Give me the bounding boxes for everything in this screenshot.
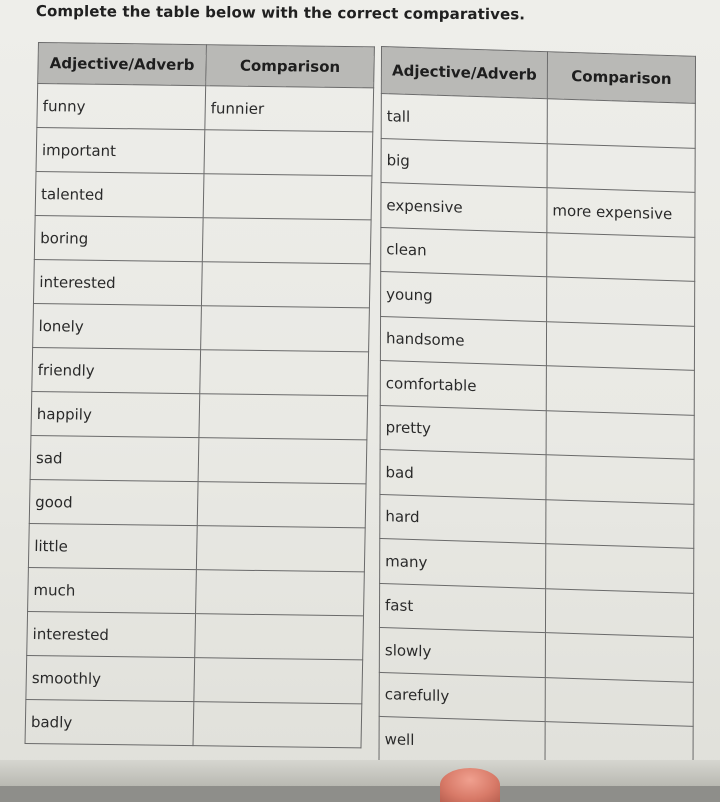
table-row bbox=[34, 215, 371, 263]
adjective-cell: badly bbox=[25, 699, 194, 745]
table-row bbox=[35, 171, 372, 219]
finger-tip bbox=[440, 768, 500, 802]
adjective-cell: young bbox=[381, 271, 547, 321]
comparison-answer-cell[interactable] bbox=[193, 702, 362, 748]
comparison-answer-cell[interactable] bbox=[196, 570, 365, 616]
table-row bbox=[32, 347, 369, 395]
adjective-cell: interested bbox=[27, 611, 196, 657]
comparison-answer-cell[interactable] bbox=[196, 526, 365, 572]
table-row bbox=[26, 655, 363, 703]
header-adjective: Adjective/Adverb bbox=[38, 43, 207, 86]
comparison-answer-cell[interactable] bbox=[202, 218, 371, 264]
table-row bbox=[30, 435, 367, 483]
comparison-answer-cell[interactable] bbox=[194, 658, 363, 704]
adjective-cell: pretty bbox=[380, 405, 546, 455]
adjective-cell: important bbox=[36, 128, 205, 174]
comparison-answer-cell[interactable] bbox=[546, 366, 694, 415]
table-row bbox=[33, 303, 370, 351]
comparison-answer-cell[interactable] bbox=[200, 350, 369, 396]
comparatives-table-left bbox=[25, 42, 375, 748]
table-row bbox=[33, 259, 370, 307]
adjective-cell: lonely bbox=[33, 303, 202, 349]
comparison-answer-cell[interactable] bbox=[546, 455, 694, 504]
adjective-cell: little bbox=[28, 523, 197, 569]
table-row bbox=[36, 128, 373, 176]
comparison-answer-cell[interactable] bbox=[546, 321, 694, 370]
comparison-answer-cell[interactable] bbox=[547, 143, 695, 192]
adjective-cell: much bbox=[28, 567, 197, 613]
comparison-answer-cell[interactable] bbox=[545, 588, 693, 637]
adjective-cell: talented bbox=[35, 171, 204, 217]
comparison-answer-cell[interactable] bbox=[203, 174, 372, 220]
adjective-cell: smoothly bbox=[26, 655, 195, 701]
table-row bbox=[28, 523, 365, 571]
comparison-answer-cell[interactable] bbox=[201, 306, 370, 352]
adjective-cell: friendly bbox=[32, 347, 201, 393]
table-row bbox=[29, 479, 366, 527]
comparison-answer-cell[interactable] bbox=[199, 394, 368, 440]
adjective-cell: good bbox=[29, 479, 198, 525]
table-header-row bbox=[38, 43, 375, 88]
comparison-answer-cell[interactable]: more expensive bbox=[547, 188, 695, 237]
table-row bbox=[27, 611, 364, 659]
comparison-answer-cell[interactable] bbox=[546, 499, 694, 548]
adjective-cell: bad bbox=[380, 449, 546, 499]
adjective-cell: expensive bbox=[381, 183, 547, 233]
adjective-cell: well bbox=[379, 716, 545, 766]
adjective-cell: many bbox=[380, 538, 546, 588]
adjective-cell: funny bbox=[37, 84, 206, 130]
header-comparison: Comparison bbox=[206, 45, 375, 88]
comparison-answer-cell[interactable] bbox=[204, 130, 373, 176]
adjective-cell: big bbox=[381, 138, 547, 188]
comparison-answer-cell[interactable] bbox=[545, 633, 693, 682]
adjective-cell: happily bbox=[31, 391, 200, 437]
comparison-answer-cell[interactable] bbox=[547, 99, 695, 148]
table-row bbox=[37, 84, 374, 132]
header-comparison: Comparison bbox=[547, 52, 695, 104]
comparison-answer-cell[interactable] bbox=[201, 262, 370, 308]
adjective-cell: hard bbox=[380, 494, 546, 544]
comparison-answer-cell[interactable] bbox=[198, 438, 367, 484]
adjective-cell: clean bbox=[381, 227, 547, 277]
table-row bbox=[25, 699, 362, 747]
comparison-answer-cell[interactable] bbox=[546, 544, 694, 593]
header-adjective: Adjective/Adverb bbox=[381, 47, 547, 99]
table-row bbox=[28, 567, 365, 615]
adjective-cell: fast bbox=[379, 583, 545, 633]
table-row bbox=[31, 391, 368, 439]
comparatives-table-right bbox=[379, 46, 696, 771]
adjective-cell: comfortable bbox=[380, 360, 546, 410]
adjective-cell: carefully bbox=[379, 672, 545, 722]
adjective-cell: boring bbox=[34, 215, 203, 261]
comparison-answer-cell[interactable] bbox=[547, 232, 695, 281]
comparison-answer-cell[interactable] bbox=[547, 277, 695, 326]
adjective-cell: handsome bbox=[380, 316, 546, 366]
comparison-answer-cell[interactable] bbox=[195, 614, 364, 660]
adjective-cell: tall bbox=[381, 94, 547, 144]
comparison-answer-cell[interactable] bbox=[546, 410, 694, 459]
comparison-answer-cell[interactable] bbox=[545, 677, 693, 726]
comparison-answer-cell[interactable] bbox=[197, 482, 366, 528]
comparison-answer-cell[interactable]: funnier bbox=[205, 86, 374, 132]
adjective-cell: sad bbox=[30, 435, 199, 481]
adjective-cell: slowly bbox=[379, 627, 545, 677]
instruction-text: Complete the table below with the correct comparatives. bbox=[35, 2, 526, 24]
adjective-cell: interested bbox=[33, 259, 202, 305]
page-bottom-edge bbox=[0, 760, 720, 786]
